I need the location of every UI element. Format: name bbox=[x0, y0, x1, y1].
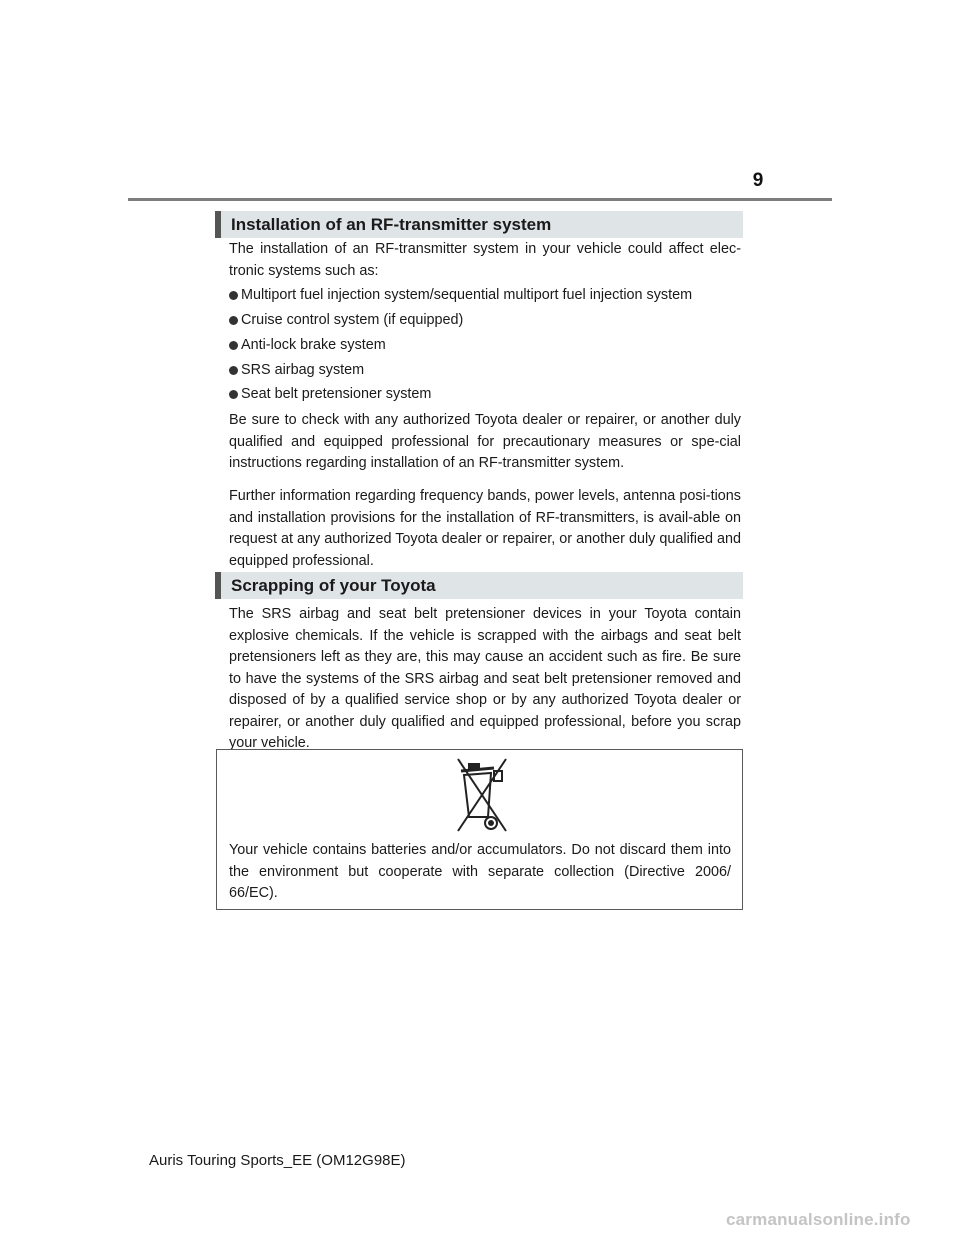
bullet-icon bbox=[229, 366, 238, 375]
rf-intro-paragraph: The installation of an RF-transmitter system in your vehicle could affect elec-tronic systems such as: bbox=[229, 241, 741, 279]
rf-check-paragraph: Be sure to check with any authorized Toyota dealer or repairer, or another duly qualified and equipped professional for precautionary measures or spe-cial instructions regarding installation of an RF-transmitter system. bbox=[229, 412, 741, 471]
list-item: Seat belt pretensioner system bbox=[229, 384, 741, 406]
list-item: Cruise control system (if equipped) bbox=[229, 310, 741, 332]
battery-notice-box bbox=[216, 749, 743, 910]
rf-section-heading: Installation of an RF-transmitter system bbox=[215, 211, 743, 238]
scrapping-section-heading: Scrapping of your Toyota bbox=[215, 572, 743, 599]
bullet-icon bbox=[229, 341, 238, 350]
header-rule bbox=[128, 198, 832, 201]
bullet-icon bbox=[229, 316, 238, 325]
rf-further-info-paragraph: Further information regarding frequency bands, power levels, antenna posi-tions and installation provisions for the installation of RF-transmitters, is avail-able on request at any authorized Toyota dealer or repairer, or another duly qualified and equipped professional. bbox=[229, 488, 741, 569]
bullet-icon bbox=[229, 291, 238, 300]
list-item: Anti-lock brake system bbox=[229, 335, 741, 357]
battery-notice-text: Your vehicle contains batteries and/or accumulators. Do not discard them into the environment but cooperate with separate collection (Directive 2006/ 66/EC). bbox=[229, 842, 731, 901]
crossed-out-wheelie-bin-icon bbox=[450, 753, 510, 838]
scrapping-paragraph: The SRS airbag and seat belt pretensioner devices in your Toyota contain explosive chemicals. If the vehicle is scrapped with the airbags and seat belt pretensioners left as they are, this may cause an accident such as fire. Be sure to have the systems of the SRS airbag and seat belt pretensioner removed and disposed of by a qualified service shop or by any authorized Toyota dealer or repairer, or another duly qualified and equipped professional, before you scrap your vehicle. bbox=[229, 606, 741, 751]
bullet-icon bbox=[229, 390, 238, 399]
watermark: carmanualsonline.info bbox=[726, 1210, 911, 1229]
page-number: 9 bbox=[752, 170, 764, 191]
manual-title: Auris Touring Sports_EE (OM12G98E) bbox=[149, 1152, 406, 1169]
affected-systems-list bbox=[229, 285, 741, 406]
list-item: Multiport fuel injection system/sequential multiport fuel injection system bbox=[229, 285, 741, 307]
list-item: SRS airbag system bbox=[229, 360, 741, 382]
rf-section-body bbox=[229, 239, 741, 406]
